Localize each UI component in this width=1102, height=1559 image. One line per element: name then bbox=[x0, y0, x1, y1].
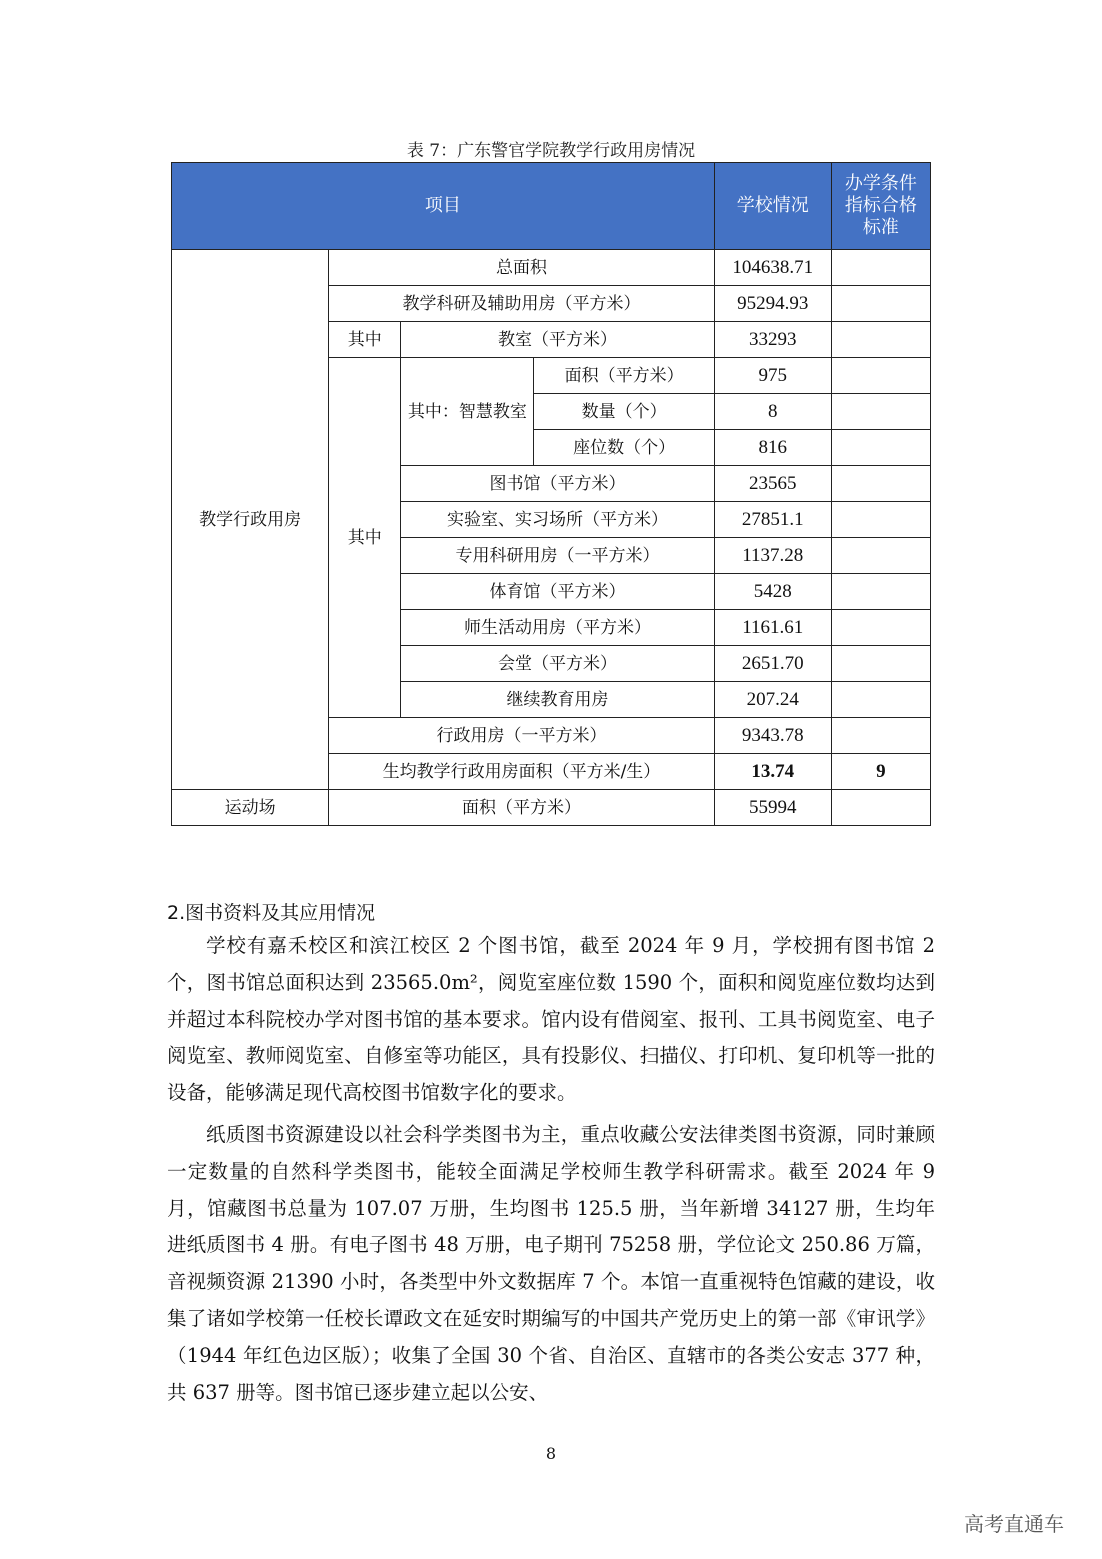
row-standard bbox=[831, 718, 930, 754]
row-standard bbox=[831, 394, 930, 430]
row-label: 体育馆（平方米） bbox=[401, 574, 714, 610]
row-value: 23565 bbox=[714, 466, 831, 502]
row-standard bbox=[831, 358, 930, 394]
row-label: 数量（个） bbox=[534, 394, 714, 430]
row-value: 9343.78 bbox=[714, 718, 831, 754]
table-row bbox=[172, 790, 931, 826]
row-value: 13.74 bbox=[714, 754, 831, 790]
row-standard bbox=[831, 466, 930, 502]
row-label: 师生活动用房（平方米） bbox=[401, 610, 714, 646]
row-standard bbox=[831, 502, 930, 538]
row-value: 5428 bbox=[714, 574, 831, 610]
header-standard: 办学条件指标合格标准 bbox=[831, 163, 930, 250]
smart-classroom-group: 其中：智慧教室 bbox=[401, 358, 534, 466]
table-row bbox=[172, 250, 931, 286]
header-item: 项目 bbox=[172, 163, 715, 250]
row-standard bbox=[831, 250, 930, 286]
row-standard bbox=[831, 286, 930, 322]
paragraph-2: 纸质图书资源建设以社会科学类图书为主，重点收藏公安法律类图书资源，同时兼顾一定数量的自然科学类图书，能较全面满足学校师生教学科研需求。截至 2024 年 9 月，馆藏图书总量为 107.07 万册，生均图书 125.5 册，当年新增 34127 册，生均年进纸质图书 4 册。有电子图书 48 万册，电子期刊 75258 册，学位论文 250.86 万篇，音视频资源 21390 小时，各类型中外文数据库 7 个。本馆一直重视特色馆藏的建设，收集了诸如学校第一任校长谭政文在延安时期编写的中国共产党历史上的第一部《审讯学》（1944 年红色边区版）；收集了全国 30 个省、自治区、直辖市的各类公安志 377 种，共 637 册等。图书馆已逐步建立起以公安、 bbox=[167, 1123, 935, 1404]
teaching-admin-buildings-table bbox=[171, 162, 931, 826]
page-number: 8 bbox=[545, 1444, 557, 1463]
row-label: 行政用房（一平方米） bbox=[329, 718, 715, 754]
row-value: 975 bbox=[714, 358, 831, 394]
row-label: 会堂（平方米） bbox=[401, 646, 714, 682]
row-label: 教学科研及辅助用房（平方米） bbox=[329, 286, 715, 322]
row-label: 总面积 bbox=[329, 250, 715, 286]
row-standard bbox=[831, 646, 930, 682]
section-title: 2.图书资料及其应用情况 bbox=[167, 902, 376, 924]
row-standard bbox=[831, 610, 930, 646]
table-caption: 表 7：广东警官学院教学行政用房情况 bbox=[406, 141, 696, 161]
row-value: 207.24 bbox=[714, 682, 831, 718]
watermark: 高考直通车 bbox=[964, 1512, 1064, 1536]
row-value: 95294.93 bbox=[714, 286, 831, 322]
group-teaching-admin: 教学行政用房 bbox=[172, 250, 329, 790]
row-value: 2651.70 bbox=[714, 646, 831, 682]
row-label: 教室（平方米） bbox=[401, 322, 714, 358]
row-standard bbox=[831, 682, 930, 718]
header-school: 学校情况 bbox=[714, 163, 831, 250]
row-label: 继续教育用房 bbox=[401, 682, 714, 718]
row-value: 1137.28 bbox=[714, 538, 831, 574]
row-standard bbox=[831, 538, 930, 574]
qizhong-label: 其中 bbox=[329, 358, 401, 718]
row-label: 生均教学行政用房面积（平方米/生） bbox=[329, 754, 715, 790]
row-value: 55994 bbox=[714, 790, 831, 826]
row-label: 图书馆（平方米） bbox=[401, 466, 714, 502]
row-label: 面积（平方米） bbox=[329, 790, 715, 826]
row-label: 专用科研用房（一平方米） bbox=[401, 538, 714, 574]
row-standard bbox=[831, 574, 930, 610]
row-label: 实验室、实习场所（平方米） bbox=[401, 502, 714, 538]
group-sports-field: 运动场 bbox=[172, 790, 329, 826]
row-value: 1161.61 bbox=[714, 610, 831, 646]
table-header-row bbox=[172, 163, 931, 250]
qizhong-label: 其中 bbox=[329, 322, 401, 358]
row-standard bbox=[831, 430, 930, 466]
paragraph-1: 学校有嘉禾校区和滨江校区 2 个图书馆，截至 2024 年 9 月，学校拥有图书馆 2 个，图书馆总面积达到 23565.0m²，阅览室座位数 1590 个，面积和阅览座位数均达到并超过本科院校办学对图书馆的基本要求。馆内设有借阅室、报刊、工具书阅览室、电子阅览室、教师阅览室、自修室等功能区，具有投影仪、扫描仪、打印机、复印机等一批的设备，能够满足现代高校图书馆数字化的要求。 bbox=[167, 934, 935, 1105]
row-standard bbox=[831, 790, 930, 826]
row-value: 8 bbox=[714, 394, 831, 430]
row-standard: 9 bbox=[831, 754, 930, 790]
row-value: 104638.71 bbox=[714, 250, 831, 286]
row-value: 816 bbox=[714, 430, 831, 466]
row-label: 座位数（个） bbox=[534, 430, 714, 466]
row-label: 面积（平方米） bbox=[534, 358, 714, 394]
row-value: 27851.1 bbox=[714, 502, 831, 538]
row-standard bbox=[831, 322, 930, 358]
row-value: 33293 bbox=[714, 322, 831, 358]
